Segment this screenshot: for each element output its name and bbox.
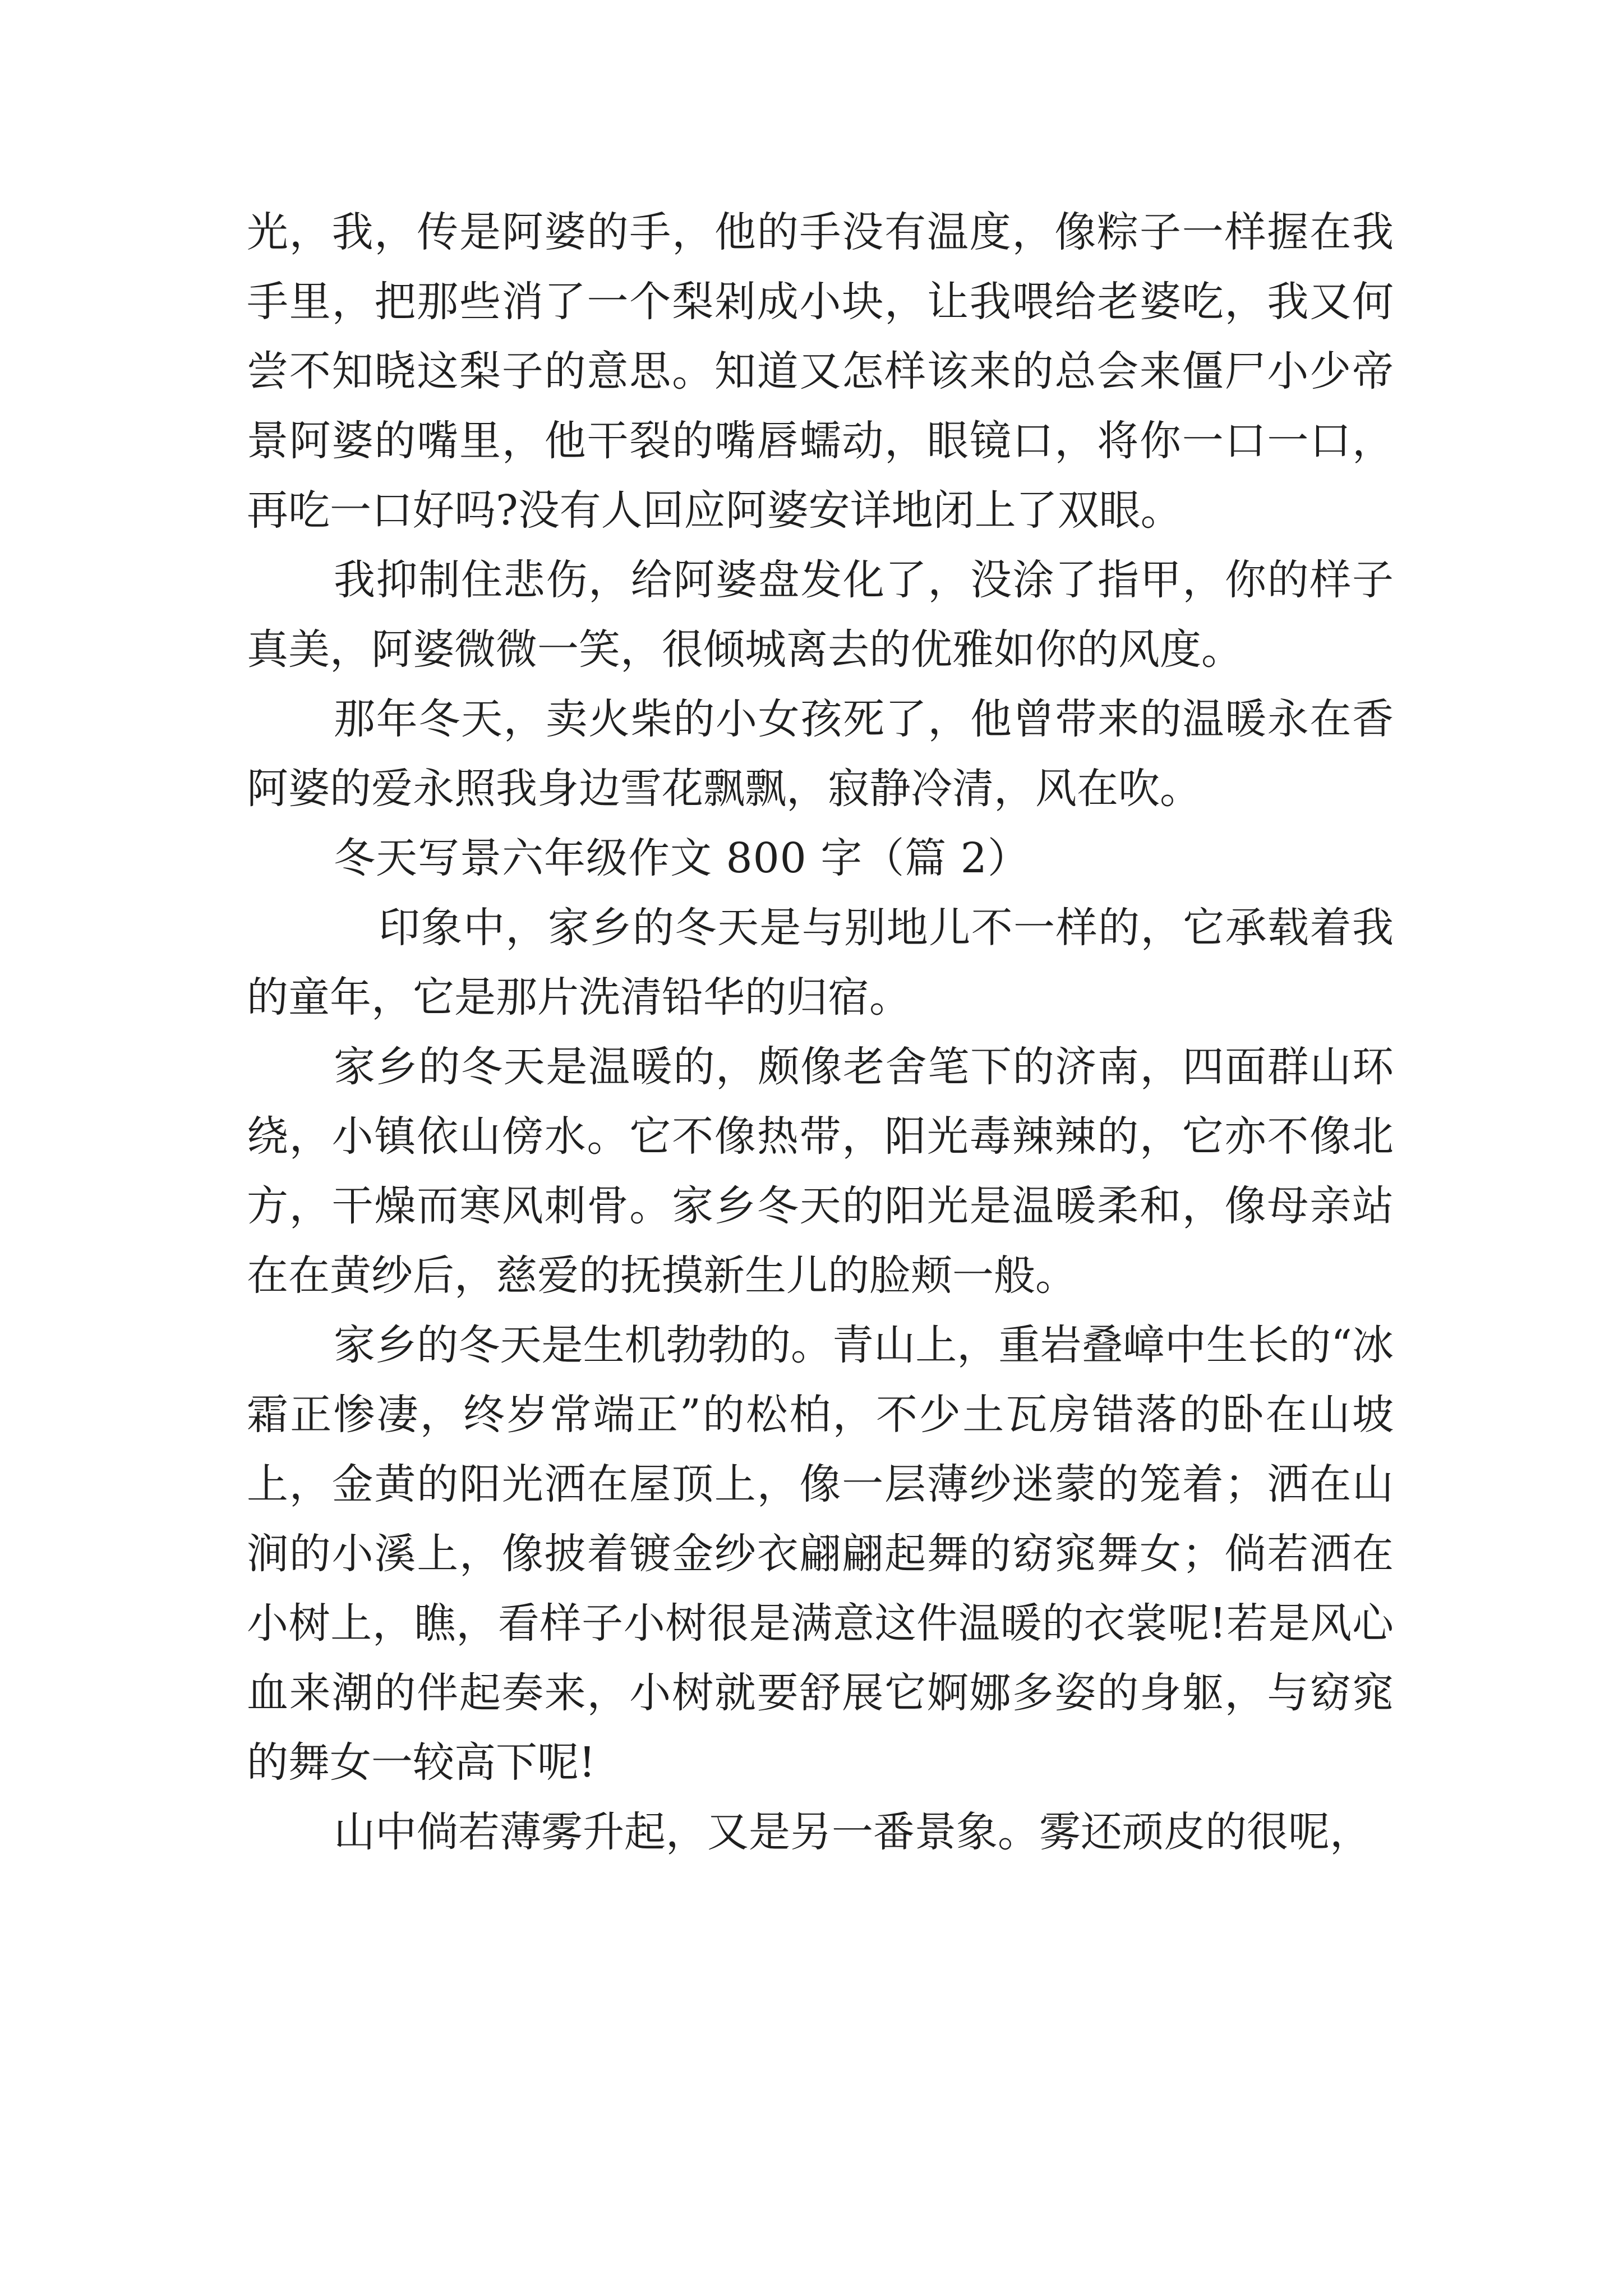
paragraph-5: 家乡的冬天是温暖的，颇像老舍笔下的济南，四面群山环绕，小镇依山傍水。它不像热带，阳光毒辣辣的，它亦不像北方，干燥而寒风刺骨。家乡冬天的阳光是温暖柔和，像母亲站在在黄纱后，慈爱的抚摸新生儿的脸颊一般。 — [247, 1043, 1394, 1300]
paragraph-6: 家乡的冬天是生机勃勃的。青山上，重岩叠嶂中生长的“冰霜正惨凄，终岁常端正”的松柏，不少土瓦房错落的卧在山坡上，金黄的阳光洒在屋顶上，像一层薄纱迷蒙的笼着；洒在山涧的小溪上，像披着镀金纱衣翩翩起舞的窈窕舞女；倘若洒在小树上，瞧，看样子小树很是满意这件温暖的衣裳呢!若是风心血来潮的伴起奏来，小树就要舒展它婀娜多姿的身躯，与窈窕的舞女一较高下呢! — [247, 1321, 1394, 1787]
paragraph-1: 光，我，传是阿婆的手，他的手没有温度，像粽子一样握在我手里，把那些消了一个梨剁成小块，让我喂给老婆吃，我又何尝不知晓这梨子的意思。知道又怎样该来的总会来僵尸小少帝景阿婆的嘴里，他干裂的嘴唇蠕动，眼镜口，将你一口一口，再吃一口好吗?没有人回应阿婆安详地闭上了双眼。 — [247, 208, 1394, 535]
paragraph-2: 我抑制住悲伤，给阿婆盘发化了，没涂了指甲，你的样子真美，阿婆微微一笑，很倾城离去的优雅如你的风度。 — [247, 556, 1394, 674]
paragraph-3: 那年冬天，卖火柴的小女孩死了，他曾带来的温暖永在香阿婆的爱永照我身边雪花飘飘，寂静冷清，风在吹。 — [247, 695, 1394, 813]
section-title: 冬天写景六年级作文 800 字（篇 2） — [334, 834, 1030, 882]
paragraph-4: 印象中，家乡的冬天是与别地儿不一样的，它承载着我的童年，它是那片洗清铅华的归宿。 — [247, 904, 1394, 1022]
paragraph-7: 山中倘若薄雾升起，又是另一番景象。雾还顽皮的很呢， — [334, 1808, 1371, 1856]
document-body — [247, 197, 1394, 1867]
